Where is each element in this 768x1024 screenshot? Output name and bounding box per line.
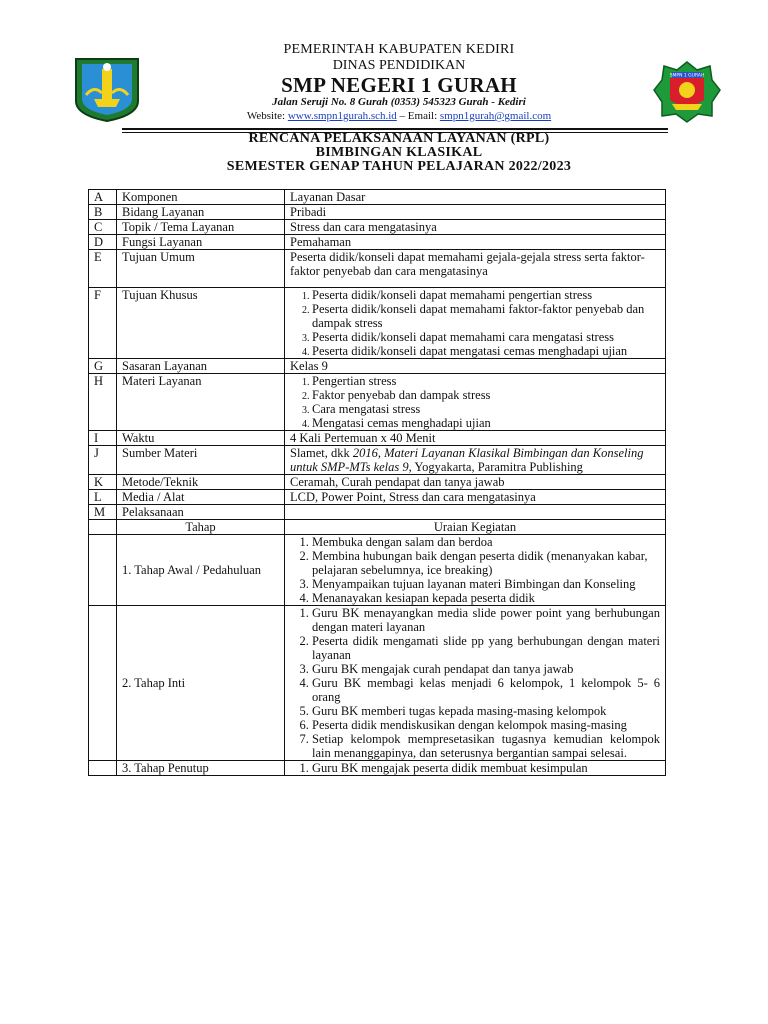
stage-activities [285,606,666,761]
document-title: RENCANA PELAKSANAAN LAYANAN (RPL) [248,131,550,146]
list-item: 4. Guru BK membagi kelas menjadi 6 kelompok, 1 kelompok 5- 6 orang [312,676,660,704]
list-item: 7. Setiap kelompok mempresetasikan tugasnya kemudian kelompok lain menanggapinya, dan seterusnya bergantian sampai selesai. [312,732,660,760]
government-name: PEMERINTAH KABUPATEN KEDIRI [283,42,515,57]
website-link[interactable]: www.smpn1gurah.sch.id [287,110,397,122]
stage-name: 2. Tahap Inti [117,606,285,761]
stage-activities [285,535,666,606]
row-value: Layanan Dasar [285,190,666,205]
row-label: Materi Layanan [117,374,285,431]
row-letter: I [89,431,117,446]
table-row [89,374,666,431]
list-item: 3. Peserta didik/konseli dapat memahami cara mengatasi stress [312,330,660,344]
row-label: Komponen [117,190,285,205]
row-letter: K [89,475,117,490]
row-letter: H [89,374,117,431]
table-row [89,505,666,520]
list-item: 4. Menanayakan kesiapan kepada peserta didik [312,591,660,605]
row-letter: C [89,220,117,235]
table-row [89,446,666,475]
row-letter: J [89,446,117,475]
row-label: Sumber Materi [117,446,285,475]
row-letter: B [89,205,117,220]
list-item: 4. Mengatasi cemas menghadapi ujian [312,416,660,430]
table-row [89,235,666,250]
source-author: Slamet, dkk [290,446,353,460]
row-value: Peserta didik/konseli dapat memahami gejala-gejala stress serta faktor-faktor penyebab dan cara mengatasinya [285,250,666,288]
row-letter: L [89,490,117,505]
stage-activities [285,761,666,776]
empty-cell [89,606,117,761]
table-row [89,431,666,446]
list-item: 5. Guru BK memberi tugas kepada masing-masing kelompok [312,704,660,718]
row-value [285,446,666,475]
row-label: Tujuan Khusus [117,288,285,359]
school-address: Jalan Seruji No. 8 Gurah (0353) 545323 Gurah - Kediri [272,96,526,108]
empty-cell [89,535,117,606]
row-label: Media / Alat [117,490,285,505]
stage-row [89,535,666,606]
implementation-header-row [89,520,666,535]
rpl-table [88,189,666,776]
table-row [89,205,666,220]
table-row [89,359,666,374]
row-value: LCD, Power Point, Stress dan cara mengatasinya [285,490,666,505]
list-item: 1. Guru BK mengajak peserta didik membuat kesimpulan [312,761,660,775]
document-semester: SEMESTER GENAP TAHUN PELAJARAN 2022/2023 [226,159,572,174]
row-value: Stress dan cara mengatasinya [285,220,666,235]
list-item: 2. Peserta didik/konseli dapat memahami faktor-faktor penyebab dan dampak stress [312,302,660,330]
row-letter: G [89,359,117,374]
school-emblem-logo [652,60,722,124]
list-item: 3. Menyampaikan tujuan layanan materi Bimbingan dan Konseling [312,577,660,591]
row-label: Topik / Tema Layanan [117,220,285,235]
table-row [89,490,666,505]
table-row [89,220,666,235]
stage-row [89,606,666,761]
row-letter: M [89,505,117,520]
list-item: 1. Peserta didik/konseli dapat memahami pengertian stress [312,288,660,302]
list-item: 1. Pengertian stress [312,374,660,388]
document-subtitle: BIMBINGAN KLASIKAL [315,145,483,160]
email-link[interactable]: smpn1gurah@gmail.com [439,110,552,122]
activity-header: Uraian Kegiatan [285,520,666,535]
row-letter: F [89,288,117,359]
list-item: 1. Membuka dengan salam dan berdoa [312,535,660,549]
row-label: Sasaran Layanan [117,359,285,374]
kediri-regency-crest-logo [72,55,142,123]
row-letter: A [89,190,117,205]
list-item: 6. Peserta didik mendiskusikan dengan kelompok masing-masing [312,718,660,732]
row-label: Fungsi Layanan [117,235,285,250]
empty-cell [89,520,117,535]
department-name: DINAS PENDIDIKAN [332,58,466,73]
list-item: 4. Peserta didik/konseli dapat mengatasi cemas menghadapi ujian [312,344,660,358]
list-item: 2. Membina hubungan baik dengan peserta didik (menanyakan kabar, pelajaran sebelumnya, ice breaking) [312,549,660,577]
stage-name: 3. Tahap Penutup [117,761,285,776]
table-row [89,250,666,288]
table-row [89,288,666,359]
table-row [89,475,666,490]
row-value [285,288,666,359]
letterhead-rule-thick [122,128,668,130]
list-item: 2. Faktor penyebab dan dampak stress [312,388,660,402]
row-label: Pelaksanaan [117,505,285,520]
row-letter: E [89,250,117,288]
website-label: Website: [246,110,286,122]
email-label: – Email: [399,110,438,122]
row-letter: D [89,235,117,250]
stage-row [89,761,666,776]
school-name: SMP NEGERI 1 GURAH [281,73,517,97]
list-item: 3. Cara mengatasi stress [312,402,660,416]
table-row [89,190,666,205]
source-publisher: , Yogyakarta, Paramitra Publishing [408,460,583,474]
row-label: Tujuan Umum [117,250,285,288]
list-item: 2. Peserta didik mengamati slide pp yang berhubungan dengan materi layanan [312,634,660,662]
row-value: Pribadi [285,205,666,220]
list-item: 3. Guru BK mengajak curah pendapat dan tanya jawab [312,662,660,676]
row-value: 4 Kali Pertemuan x 40 Menit [285,431,666,446]
row-value [285,505,666,520]
list-item: 1. Guru BK menayangkan media slide power point yang berhubungan dengan materi layanan [312,606,660,634]
row-label: Metode/Teknik [117,475,285,490]
stage-header: Tahap [117,520,285,535]
contact-line [150,110,648,122]
row-value [285,374,666,431]
row-label: Bidang Layanan [117,205,285,220]
row-value: Ceramah, Curah pendapat dan tanya jawab [285,475,666,490]
emblem-lettering: SMPN 1 GURAH [669,73,705,79]
stage-name: 1. Tahap Awal / Pedahuluan [117,535,285,606]
row-value: Kelas 9 [285,359,666,374]
row-value: Pemahaman [285,235,666,250]
source-title: 2016, Materi Layanan Klasikal Bimbingan dan Konseling untuk SMP-MTs kelas 9 [290,446,644,474]
empty-cell [89,761,117,776]
row-label: Waktu [117,431,285,446]
